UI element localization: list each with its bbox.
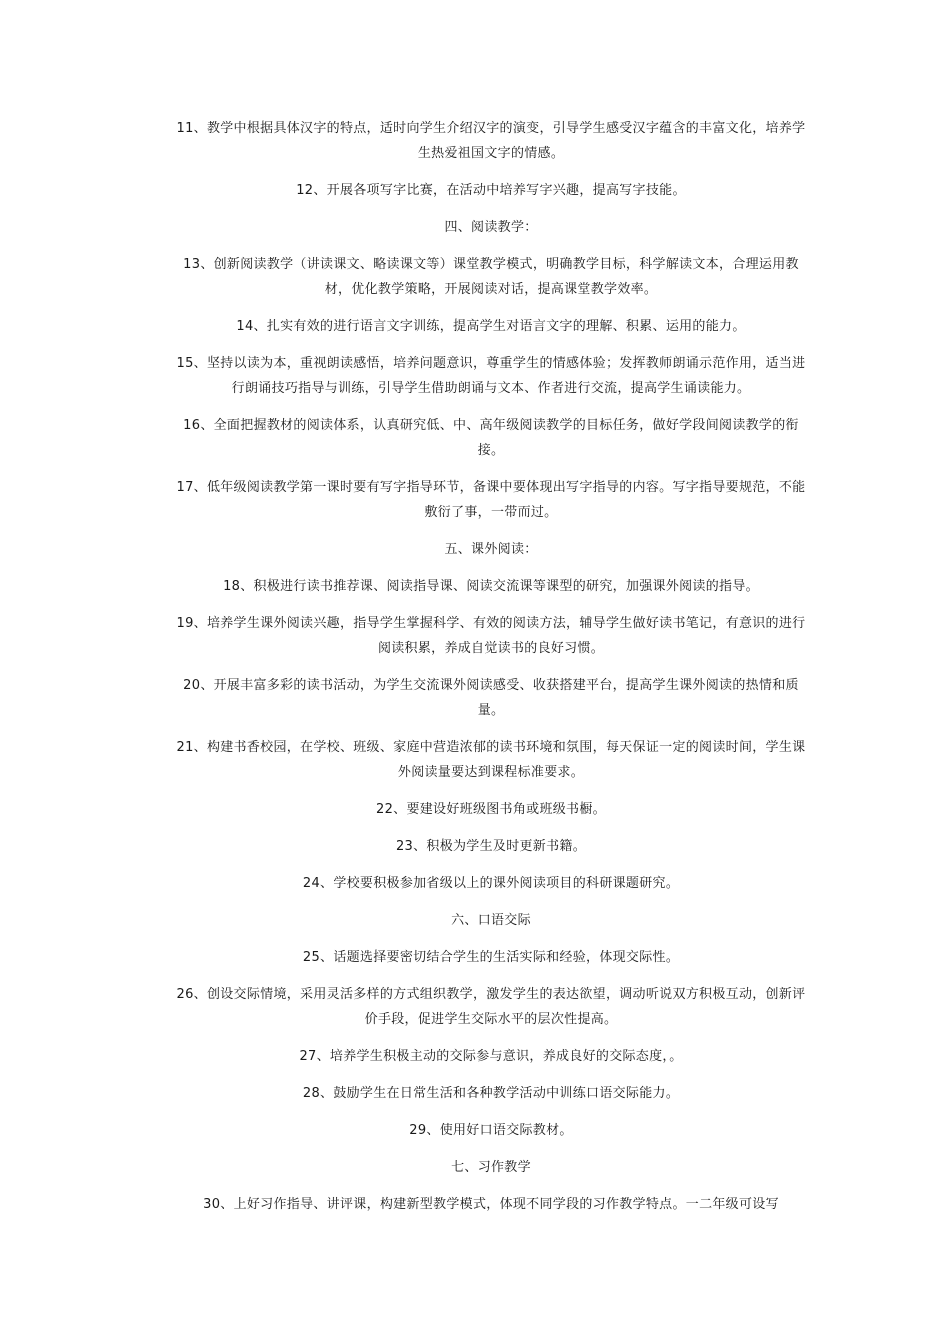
section-heading-extracurricular: 五、课外阅读： [444,542,538,557]
paragraph-18: 18、积极进行读书推荐课、阅读指导课、阅读交流课等课型的研究，加强课外阅读的指导。 [223,579,759,594]
paragraph-22: 22、要建设好班级图书角或班级书橱。 [376,802,606,817]
section-heading-oral: 六、口语交际 [451,913,531,928]
paragraph-29: 29、使用好口语交际教材。 [409,1123,573,1138]
paragraph-30: 30、上好习作指导、讲评课，构建新型教学模式，体现不同学段的习作教学特点。一二年级可设写 [203,1197,779,1212]
section-heading-writing: 七、习作教学 [451,1160,531,1175]
paragraph-28: 28、鼓励学生在日常生活和各种教学活动中训练口语交际能力。 [302,1086,680,1101]
paragraph-20: 20、开展丰富多彩的读书活动，为学生交流课外阅读感受、收获搭建平台，提高学生课外阅读的热情和质量。 [183,678,799,718]
paragraph-11: 11、教学中根据具体汉字的特点，适时向学生介绍汉字的演变，引导学生感受汉字蕴含的丰富文化，培养学生热爱祖国文字的情感。 [176,121,806,161]
paragraph-13: 13、创新阅读教学（讲读课文、略读课文等）课堂教学模式，明确教学目标，科学解读文本，合理运用教材，优化教学策略，开展阅读对话，提高课堂教学效率。 [183,257,799,297]
paragraph-25: 25、话题选择要密切结合学生的生活实际和经验，体现交际性。 [302,950,680,965]
paragraph-19: 19、培养学生课外阅读兴趣，指导学生掌握科学、有效的阅读方法，辅导学生做好读书笔记，有意识的进行阅读积累，养成自觉读书的良好习惯。 [176,616,806,656]
paragraph-16: 16、全面把握教材的阅读体系，认真研究低、中、高年级阅读教学的目标任务，做好学段间阅读教学的衔接。 [183,418,799,458]
paragraph-21: 21、构建书香校园，在学校、班级、家庭中营造浓郁的读书环境和氛围，每天保证一定的阅读时间，学生课外阅读量要达到课程标准要求。 [176,740,806,780]
document-page [170,116,812,1229]
paragraph-15: 15、坚持以读为本，重视朗读感悟，培养问题意识，尊重学生的情感体验；发挥教师朗诵示范作用，适当进行朗诵技巧指导与训练，引导学生借助朗诵与文本、作者进行交流，提高学生诵读能力。 [176,356,806,396]
section-heading-reading: 四、阅读教学： [444,220,538,235]
paragraph-12: 12、开展各项写字比赛，在活动中培养写字兴趣，提高写字技能。 [296,183,686,198]
paragraph-14: 14、扎实有效的进行语言文字训练，提高学生对语言文字的理解、积累、运用的能力。 [236,319,746,334]
paragraph-27: 27、培养学生积极主动的交际参与意识，养成良好的交际态度，。 [299,1049,683,1064]
paragraph-26: 26、创设交际情境，采用灵活多样的方式组织教学，激发学生的表达欲望，调动听说双方积极互动，创新评价手段，促进学生交际水平的层次性提高。 [176,987,806,1027]
paragraph-17: 17、低年级阅读教学第一课时要有写字指导环节，备课中要体现出写字指导的内容。写字指导要规范，不能敷衍了事，一带而过。 [176,480,806,520]
paragraph-23: 23、积极为学生及时更新书籍。 [395,839,587,854]
paragraph-24: 24、学校要积极参加省级以上的课外阅读项目的科研课题研究。 [302,876,680,891]
